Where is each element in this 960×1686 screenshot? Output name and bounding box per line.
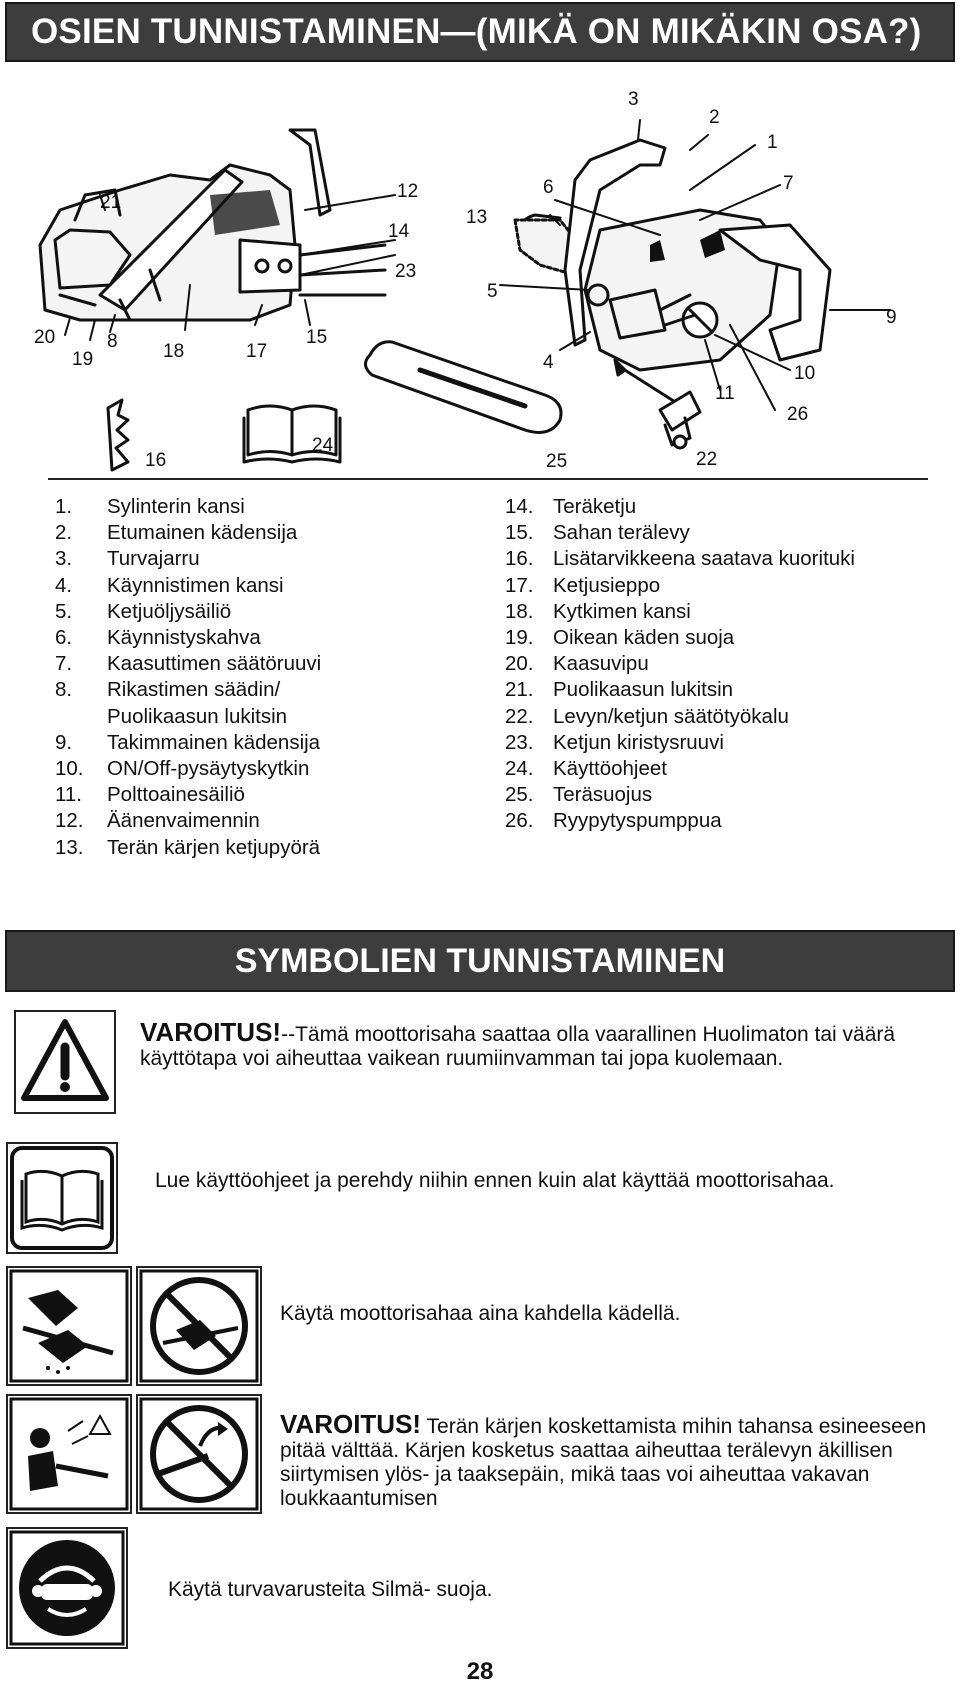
callout-6: 6 bbox=[543, 177, 554, 198]
item-text: Oikean käden suoja bbox=[553, 626, 735, 650]
list-item bbox=[55, 546, 321, 572]
item-number: 24. bbox=[505, 757, 534, 781]
item-number: 13. bbox=[55, 835, 84, 859]
list-item bbox=[505, 520, 855, 546]
item-text: Ketjuöljysäiliö bbox=[107, 599, 232, 623]
item-text: Ryypytyspumppua bbox=[553, 809, 722, 833]
list-item bbox=[505, 546, 855, 572]
item-text: Turvajarru bbox=[107, 547, 200, 571]
item-number: 22. bbox=[505, 704, 534, 728]
item-text: Lisätarvikkeena saatava kuorituki bbox=[553, 547, 855, 571]
warning-general-text bbox=[140, 1017, 930, 1071]
list-item bbox=[55, 520, 321, 546]
item-text: Etumainen kädensija bbox=[107, 521, 298, 545]
item-text: Polttoainesäiliö bbox=[107, 783, 245, 807]
item-text: ON/Off-pysäytyskytkin bbox=[107, 757, 310, 781]
item-number: 5. bbox=[55, 599, 73, 623]
item-text: Takimmainen kädensija bbox=[107, 730, 321, 754]
item-number: 25. bbox=[505, 783, 534, 807]
list-item bbox=[55, 835, 321, 861]
item-text: Sahan terälevy bbox=[553, 521, 690, 545]
one-hand-prohibited-icon bbox=[136, 1266, 262, 1386]
warning-dashes: -- bbox=[281, 1023, 296, 1046]
item-number: 19. bbox=[505, 626, 534, 650]
list-item bbox=[55, 704, 321, 730]
item-number: 4. bbox=[55, 573, 73, 597]
item-text: Terän kärjen ketjupyörä bbox=[107, 835, 321, 859]
list-item bbox=[505, 625, 855, 651]
callout-9: 9 bbox=[886, 307, 897, 328]
kickback-warning-text bbox=[280, 1409, 940, 1511]
callout-1: 1 bbox=[767, 132, 778, 153]
callout-10: 10 bbox=[794, 363, 816, 384]
item-text: Käynnistimen kansi bbox=[107, 573, 284, 597]
item-text: Levyn/ketjun säätötyökalu bbox=[553, 704, 789, 728]
parts-diagram bbox=[0, 70, 960, 480]
item-number: 17. bbox=[505, 573, 534, 597]
callout-20: 20 bbox=[34, 327, 56, 348]
item-number: 6. bbox=[55, 626, 73, 650]
list-item bbox=[505, 782, 855, 808]
callout-13: 13 bbox=[466, 207, 488, 228]
item-number: 15. bbox=[505, 521, 534, 545]
item-number bbox=[55, 704, 107, 730]
item-text: Puolikaasun lukitsin bbox=[107, 704, 288, 728]
list-item bbox=[505, 730, 855, 756]
callout-24: 24 bbox=[312, 435, 334, 456]
callout-14: 14 bbox=[388, 221, 410, 242]
list-item bbox=[505, 599, 855, 625]
tip-contact-prohibited-icon bbox=[136, 1394, 262, 1514]
item-number: 9. bbox=[55, 730, 73, 754]
callout-12: 12 bbox=[397, 181, 419, 202]
callout-5: 5 bbox=[487, 281, 498, 302]
two-hands-text: Käytä moottorisahaa aina kahdella kädellä. bbox=[280, 1302, 681, 1325]
warning-heading: VAROITUS! bbox=[140, 1017, 282, 1047]
list-item bbox=[55, 782, 321, 808]
list-item bbox=[55, 625, 321, 651]
list-item bbox=[55, 651, 321, 677]
callout-21: 21 bbox=[100, 192, 122, 213]
item-text: Käynnistyskahva bbox=[107, 626, 261, 650]
item-number: 16. bbox=[505, 547, 534, 571]
two-hands-icon bbox=[6, 1266, 132, 1386]
read-manual-text: Lue käyttöohjeet ja perehdy niihin ennen kuin alat käyttää moottorisahaa. bbox=[155, 1169, 835, 1192]
item-text: Kytkimen kansi bbox=[553, 599, 691, 623]
item-text: Ketjusieppo bbox=[553, 573, 661, 597]
item-number: 26. bbox=[505, 809, 534, 833]
list-item bbox=[505, 651, 855, 677]
item-text: Käyttöohjeet bbox=[553, 757, 667, 781]
callout-2: 2 bbox=[709, 107, 720, 128]
item-text: Äänenvaimennin bbox=[107, 809, 260, 833]
item-number: 7. bbox=[55, 652, 73, 676]
symbols-banner bbox=[5, 930, 955, 992]
warning-triangle-icon bbox=[14, 1010, 116, 1114]
item-text: Kaasuttimen säätöruuvi bbox=[107, 652, 322, 676]
list-item bbox=[55, 573, 321, 599]
callout-11: 11 bbox=[715, 383, 735, 404]
item-text: Teräketju bbox=[553, 495, 637, 518]
item-number: 3. bbox=[55, 547, 73, 571]
warning-heading: VAROITUS! bbox=[280, 1409, 422, 1439]
page-title-banner bbox=[5, 2, 955, 62]
item-number: 23. bbox=[505, 730, 534, 754]
item-text: Ketjun kiristysruuvi bbox=[553, 730, 724, 754]
list-item bbox=[505, 573, 855, 599]
callout-16: 16 bbox=[145, 450, 167, 471]
item-number: 8. bbox=[55, 678, 73, 702]
list-item bbox=[55, 677, 321, 703]
callout-4: 4 bbox=[543, 352, 554, 373]
item-text: Kaasuvipu bbox=[553, 652, 649, 676]
item-text: Teräsuojus bbox=[553, 783, 653, 807]
item-number: 11. bbox=[55, 783, 82, 807]
warning-body: Terän kärjen koskettamista mihin tahansa esineeseen pitää välttää. Kärjen kosketus saattaa aiheuttaa terälevyn äkillisen siirtymisen ylös- ja taaksepäin, mikä taas voi aiheuttaa vakavan loukkaantumisen bbox=[280, 1415, 927, 1510]
item-number: 20. bbox=[505, 652, 534, 676]
list-item bbox=[505, 494, 855, 520]
list-item bbox=[55, 494, 321, 520]
chainsaw-illustration bbox=[0, 70, 960, 480]
chainsaw-left-view bbox=[40, 130, 385, 320]
item-number: 21. bbox=[505, 678, 534, 702]
callout-22: 22 bbox=[696, 449, 718, 470]
safety-equipment-text: Käytä turvavarusteita Silmä- suoja. bbox=[168, 1578, 493, 1601]
callout-7: 7 bbox=[783, 173, 794, 194]
item-number: 18. bbox=[505, 599, 534, 623]
callout-8: 8 bbox=[107, 331, 118, 352]
safety-equipment-icon bbox=[6, 1527, 128, 1649]
kickback-warning-icon bbox=[6, 1394, 132, 1514]
list-item bbox=[55, 599, 321, 625]
parts-list-right bbox=[505, 494, 855, 835]
parts-list-left bbox=[55, 494, 321, 861]
page-number: 28 bbox=[466, 1658, 494, 1685]
item-number: 12. bbox=[55, 809, 84, 833]
item-number: 2. bbox=[55, 521, 73, 545]
item-number: 1. bbox=[55, 495, 73, 518]
read-manual-icon-box bbox=[6, 1142, 118, 1254]
diagram-divider bbox=[48, 478, 928, 480]
list-item bbox=[505, 756, 855, 782]
list-item bbox=[55, 756, 321, 782]
item-number: 14. bbox=[505, 495, 534, 518]
callout-25: 25 bbox=[546, 451, 568, 472]
list-item bbox=[505, 808, 855, 834]
callout-17: 17 bbox=[246, 341, 268, 362]
callout-26: 26 bbox=[787, 404, 809, 425]
callout-3: 3 bbox=[628, 89, 639, 110]
callout-15: 15 bbox=[306, 327, 328, 348]
callout-18: 18 bbox=[163, 341, 185, 362]
item-text: Sylinterin kansi bbox=[107, 495, 245, 518]
bar-guard-accessory bbox=[365, 342, 561, 433]
callout-23: 23 bbox=[395, 261, 417, 282]
symbols-title: SYMBOLIEN TUNNISTAMINEN bbox=[234, 941, 726, 980]
warning-body: Tämä moottorisaha saattaa olla vaarallinen Huolimaton tai väärä käyttötapa voi aiheuttaa vaikean ruumiinvamman tai jopa kuolemaan. bbox=[140, 1023, 896, 1070]
list-item bbox=[55, 730, 321, 756]
item-number: 10. bbox=[55, 757, 84, 781]
callout-19: 19 bbox=[72, 349, 94, 370]
item-text: Rikastimen säädin/ bbox=[107, 678, 281, 702]
list-item bbox=[505, 677, 855, 703]
bark-spike-accessory bbox=[108, 400, 128, 470]
page-title: OSIEN TUNNISTAMINEN—(MIKÄ ON MIKÄKIN OSA?) bbox=[31, 12, 922, 51]
wrench-tool-accessory bbox=[615, 360, 700, 448]
item-text: Puolikaasun lukitsin bbox=[553, 678, 734, 702]
list-item bbox=[55, 808, 321, 834]
list-item bbox=[505, 704, 855, 730]
